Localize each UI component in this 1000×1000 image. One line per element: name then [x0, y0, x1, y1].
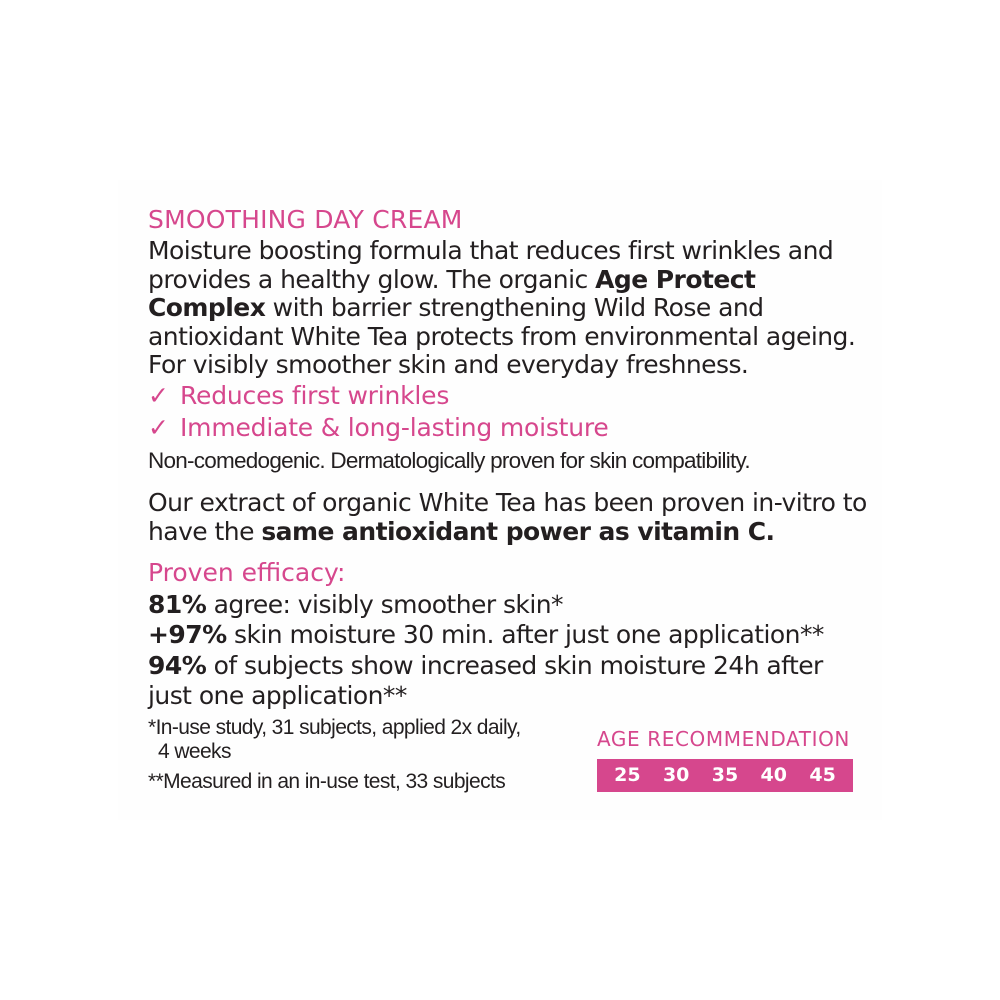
footnotes — [148, 716, 588, 794]
stat-text: skin moisture 30 min. after just one application** — [226, 620, 824, 649]
age-recommendation — [597, 726, 855, 792]
description-bold: Age Protect Complex — [148, 264, 756, 322]
extract-text: Our extract of organic White Tea has been proven in-vitro to have the — [148, 487, 867, 546]
age-recommendation-title: AGE RECOMMENDATION — [597, 727, 850, 751]
footnote-test: **Measured in an in-use test, 33 subjects — [148, 770, 506, 793]
benefit-label: Immediate & long-lasting moisture — [180, 412, 609, 442]
benefit-item — [148, 380, 868, 412]
description-text-1: Moisture boosting formula that reduces first wrinkles and provides a healthy glow. The organic — [148, 236, 834, 294]
benefit-item — [148, 412, 868, 444]
age-value: 45 — [809, 764, 836, 786]
stat-text: of subjects show increased skin moisture 24h after just one application** — [148, 650, 823, 710]
benefit-label: Reduces first wrinkles — [180, 380, 450, 410]
footnote-study — [148, 716, 588, 764]
check-icon: ✓ — [148, 412, 169, 442]
product-description — [148, 237, 868, 380]
footnote-study-line1: *In-use study, 31 subjects, applied 2x daily, — [148, 716, 521, 739]
age-value: 25 — [614, 764, 641, 786]
product-title: SMOOTHING DAY CREAM — [148, 205, 463, 234]
extract-bold: same antioxidant power as vitamin C. — [261, 516, 775, 546]
age-value: 40 — [760, 764, 787, 786]
age-value: 35 — [711, 764, 739, 786]
efficacy-stat — [148, 620, 868, 651]
stat-value: 81% — [148, 589, 207, 619]
stat-value: +97% — [148, 620, 227, 649]
compatibility-note: Non-comedogenic. Dermatologically proven for skin compatibility. — [148, 447, 750, 473]
age-bar — [597, 759, 853, 792]
description-text-2: with barrier strengthening Wild Rose and antioxidant White Tea protects from environmental ageing. For visibly smoother skin and everyday freshness. — [148, 293, 856, 379]
efficacy-stat — [148, 651, 868, 712]
footnote-study-line2: 4 weeks — [158, 740, 231, 763]
check-icon: ✓ — [148, 380, 169, 410]
efficacy-stat — [148, 590, 868, 621]
stat-value: 94% — [148, 650, 207, 680]
extract-statement — [148, 488, 868, 546]
efficacy-heading: Proven efficacy: — [148, 557, 346, 587]
stat-text: agree: visibly smoother skin* — [206, 589, 563, 619]
age-value: 30 — [662, 764, 690, 786]
product-info — [148, 203, 868, 712]
